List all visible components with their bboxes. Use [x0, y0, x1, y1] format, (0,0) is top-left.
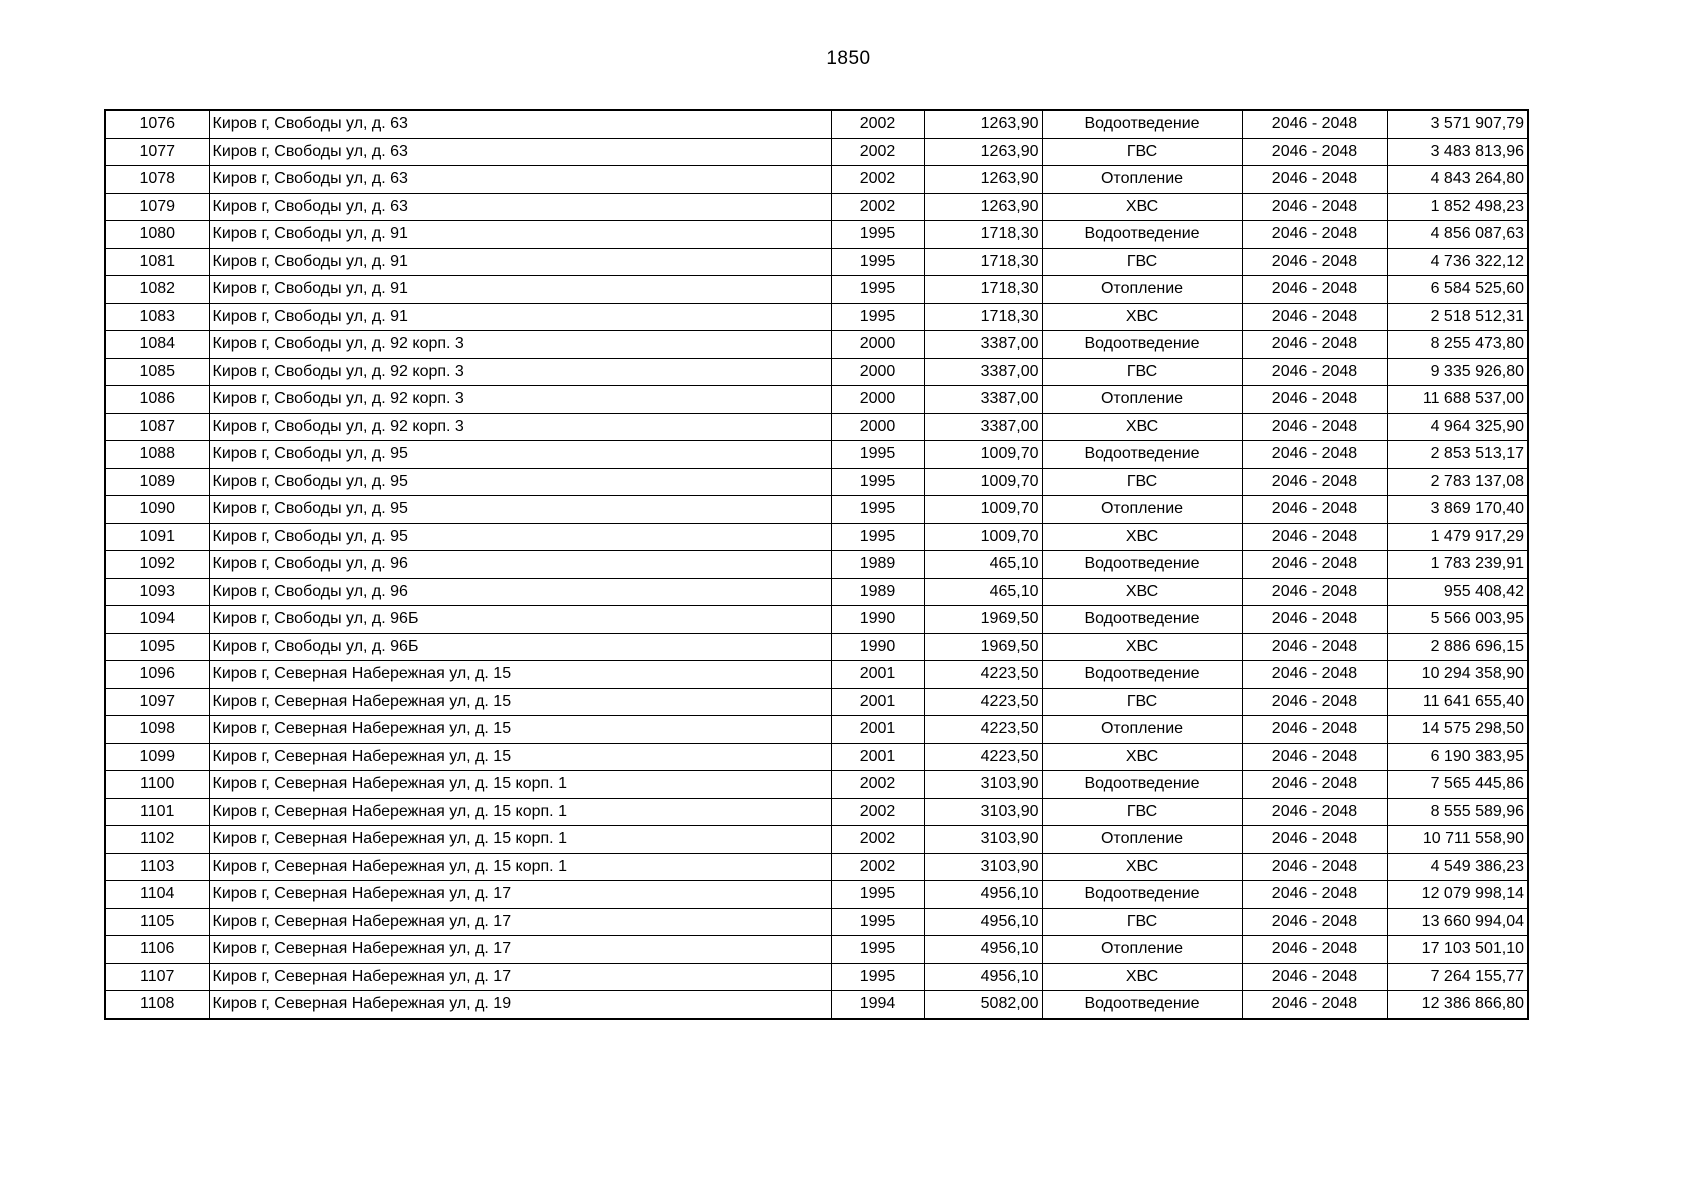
- address-cell: Киров г, Северная Набережная ул, д. 15: [209, 688, 831, 716]
- table-row: [105, 221, 1528, 249]
- address-cell: Киров г, Северная Набережная ул, д. 15 корп. 1: [209, 853, 831, 881]
- table-row: [105, 826, 1528, 854]
- cost-cell: 6 584 525,60: [1387, 276, 1528, 304]
- period-cell: 2046 - 2048: [1242, 441, 1387, 469]
- service-type-cell: ХВС: [1042, 963, 1242, 991]
- cost-cell: 8 255 473,80: [1387, 331, 1528, 359]
- build-year-cell: 1995: [831, 468, 924, 496]
- build-year-cell: 1989: [831, 551, 924, 579]
- row-number-cell: 1079: [105, 193, 209, 221]
- address-cell: Киров г, Свободы ул, д. 96Б: [209, 633, 831, 661]
- row-number-cell: 1103: [105, 853, 209, 881]
- period-cell: 2046 - 2048: [1242, 881, 1387, 909]
- table-row: [105, 578, 1528, 606]
- service-type-cell: Водоотведение: [1042, 551, 1242, 579]
- table-row: [105, 771, 1528, 799]
- address-cell: Киров г, Северная Набережная ул, д. 17: [209, 881, 831, 909]
- service-type-cell: ГВС: [1042, 358, 1242, 386]
- cost-cell: 2 886 696,15: [1387, 633, 1528, 661]
- table-row: [105, 661, 1528, 689]
- service-type-cell: Отопление: [1042, 166, 1242, 194]
- service-type-cell: Водоотведение: [1042, 441, 1242, 469]
- area-cell: 1009,70: [924, 523, 1042, 551]
- address-cell: Киров г, Свободы ул, д. 63: [209, 138, 831, 166]
- cost-cell: 4 843 264,80: [1387, 166, 1528, 194]
- build-year-cell: 1995: [831, 523, 924, 551]
- address-cell: Киров г, Свободы ул, д. 63: [209, 166, 831, 194]
- period-cell: 2046 - 2048: [1242, 413, 1387, 441]
- period-cell: 2046 - 2048: [1242, 826, 1387, 854]
- area-cell: 1969,50: [924, 606, 1042, 634]
- period-cell: 2046 - 2048: [1242, 193, 1387, 221]
- row-number-cell: 1095: [105, 633, 209, 661]
- area-cell: 1718,30: [924, 248, 1042, 276]
- area-cell: 3387,00: [924, 358, 1042, 386]
- area-cell: 3387,00: [924, 413, 1042, 441]
- area-cell: 4223,50: [924, 743, 1042, 771]
- area-cell: 4223,50: [924, 688, 1042, 716]
- cost-cell: 11 641 655,40: [1387, 688, 1528, 716]
- build-year-cell: 2001: [831, 716, 924, 744]
- period-cell: 2046 - 2048: [1242, 716, 1387, 744]
- build-year-cell: 2000: [831, 413, 924, 441]
- period-cell: 2046 - 2048: [1242, 991, 1387, 1019]
- cost-cell: 6 190 383,95: [1387, 743, 1528, 771]
- period-cell: 2046 - 2048: [1242, 661, 1387, 689]
- build-year-cell: 1995: [831, 963, 924, 991]
- area-cell: 1009,70: [924, 468, 1042, 496]
- period-cell: 2046 - 2048: [1242, 248, 1387, 276]
- area-cell: 4956,10: [924, 936, 1042, 964]
- table-row: [105, 523, 1528, 551]
- cost-cell: 2 853 513,17: [1387, 441, 1528, 469]
- period-cell: 2046 - 2048: [1242, 496, 1387, 524]
- cost-cell: 17 103 501,10: [1387, 936, 1528, 964]
- build-year-cell: 2002: [831, 193, 924, 221]
- address-cell: Киров г, Северная Набережная ул, д. 19: [209, 991, 831, 1019]
- table-row: [105, 331, 1528, 359]
- service-type-cell: Водоотведение: [1042, 331, 1242, 359]
- service-type-cell: ХВС: [1042, 578, 1242, 606]
- area-cell: 4956,10: [924, 908, 1042, 936]
- area-cell: 1718,30: [924, 276, 1042, 304]
- cost-cell: 3 869 170,40: [1387, 496, 1528, 524]
- address-cell: Киров г, Свободы ул, д. 92 корп. 3: [209, 358, 831, 386]
- address-cell: Киров г, Свободы ул, д. 95: [209, 523, 831, 551]
- address-cell: Киров г, Северная Набережная ул, д. 17: [209, 908, 831, 936]
- row-number-cell: 1107: [105, 963, 209, 991]
- build-year-cell: 2002: [831, 771, 924, 799]
- service-type-cell: Водоотведение: [1042, 606, 1242, 634]
- address-cell: Киров г, Свободы ул, д. 96: [209, 551, 831, 579]
- service-type-cell: ХВС: [1042, 413, 1242, 441]
- service-type-cell: Отопление: [1042, 716, 1242, 744]
- build-year-cell: 2000: [831, 358, 924, 386]
- table-row: [105, 743, 1528, 771]
- cost-cell: 13 660 994,04: [1387, 908, 1528, 936]
- build-year-cell: 1989: [831, 578, 924, 606]
- area-cell: 3103,90: [924, 771, 1042, 799]
- row-number-cell: 1104: [105, 881, 209, 909]
- cost-cell: 955 408,42: [1387, 578, 1528, 606]
- build-year-cell: 2000: [831, 386, 924, 414]
- row-number-cell: 1094: [105, 606, 209, 634]
- cost-cell: 4 736 322,12: [1387, 248, 1528, 276]
- table-row: [105, 138, 1528, 166]
- cost-cell: 14 575 298,50: [1387, 716, 1528, 744]
- table-row: [105, 496, 1528, 524]
- period-cell: 2046 - 2048: [1242, 523, 1387, 551]
- period-cell: 2046 - 2048: [1242, 688, 1387, 716]
- area-cell: 3387,00: [924, 386, 1042, 414]
- table-row: [105, 303, 1528, 331]
- registry-table: [104, 109, 1529, 1020]
- cost-cell: 12 386 866,80: [1387, 991, 1528, 1019]
- cost-cell: 10 294 358,90: [1387, 661, 1528, 689]
- address-cell: Киров г, Свободы ул, д. 96Б: [209, 606, 831, 634]
- row-number-cell: 1089: [105, 468, 209, 496]
- area-cell: 3387,00: [924, 331, 1042, 359]
- period-cell: 2046 - 2048: [1242, 633, 1387, 661]
- area-cell: 5082,00: [924, 991, 1042, 1019]
- table-row: [105, 881, 1528, 909]
- service-type-cell: Водоотведение: [1042, 221, 1242, 249]
- build-year-cell: 2002: [831, 853, 924, 881]
- row-number-cell: 1087: [105, 413, 209, 441]
- service-type-cell: ХВС: [1042, 853, 1242, 881]
- area-cell: 1263,90: [924, 193, 1042, 221]
- area-cell: 465,10: [924, 551, 1042, 579]
- row-number-cell: 1081: [105, 248, 209, 276]
- address-cell: Киров г, Свободы ул, д. 91: [209, 248, 831, 276]
- service-type-cell: ХВС: [1042, 633, 1242, 661]
- cost-cell: 3 483 813,96: [1387, 138, 1528, 166]
- row-number-cell: 1098: [105, 716, 209, 744]
- cost-cell: 5 566 003,95: [1387, 606, 1528, 634]
- build-year-cell: 1995: [831, 248, 924, 276]
- build-year-cell: 1995: [831, 908, 924, 936]
- service-type-cell: ХВС: [1042, 743, 1242, 771]
- table-row: [105, 551, 1528, 579]
- build-year-cell: 1994: [831, 991, 924, 1019]
- area-cell: 1969,50: [924, 633, 1042, 661]
- table-row: [105, 798, 1528, 826]
- address-cell: Киров г, Северная Набережная ул, д. 15: [209, 716, 831, 744]
- period-cell: 2046 - 2048: [1242, 358, 1387, 386]
- row-number-cell: 1085: [105, 358, 209, 386]
- area-cell: 4956,10: [924, 881, 1042, 909]
- table-row: [105, 908, 1528, 936]
- address-cell: Киров г, Свободы ул, д. 91: [209, 303, 831, 331]
- build-year-cell: 1995: [831, 276, 924, 304]
- address-cell: Киров г, Свободы ул, д. 63: [209, 110, 831, 138]
- cost-cell: 4 549 386,23: [1387, 853, 1528, 881]
- build-year-cell: 2002: [831, 826, 924, 854]
- address-cell: Киров г, Северная Набережная ул, д. 15 корп. 1: [209, 771, 831, 799]
- period-cell: 2046 - 2048: [1242, 853, 1387, 881]
- table-row: [105, 991, 1528, 1019]
- cost-cell: 11 688 537,00: [1387, 386, 1528, 414]
- row-number-cell: 1088: [105, 441, 209, 469]
- area-cell: 3103,90: [924, 798, 1042, 826]
- period-cell: 2046 - 2048: [1242, 743, 1387, 771]
- row-number-cell: 1076: [105, 110, 209, 138]
- row-number-cell: 1093: [105, 578, 209, 606]
- area-cell: 4956,10: [924, 963, 1042, 991]
- service-type-cell: Водоотведение: [1042, 881, 1242, 909]
- service-type-cell: ГВС: [1042, 798, 1242, 826]
- table-row: [105, 193, 1528, 221]
- period-cell: 2046 - 2048: [1242, 771, 1387, 799]
- period-cell: 2046 - 2048: [1242, 331, 1387, 359]
- table-row: [105, 606, 1528, 634]
- service-type-cell: ХВС: [1042, 523, 1242, 551]
- area-cell: 1009,70: [924, 496, 1042, 524]
- build-year-cell: 2002: [831, 110, 924, 138]
- build-year-cell: 2002: [831, 798, 924, 826]
- row-number-cell: 1077: [105, 138, 209, 166]
- period-cell: 2046 - 2048: [1242, 276, 1387, 304]
- table-row: [105, 963, 1528, 991]
- build-year-cell: 1995: [831, 303, 924, 331]
- table-row: [105, 633, 1528, 661]
- cost-cell: 2 783 137,08: [1387, 468, 1528, 496]
- row-number-cell: 1083: [105, 303, 209, 331]
- table-row: [105, 413, 1528, 441]
- table-row: [105, 358, 1528, 386]
- service-type-cell: Отопление: [1042, 826, 1242, 854]
- build-year-cell: 2002: [831, 138, 924, 166]
- period-cell: 2046 - 2048: [1242, 606, 1387, 634]
- cost-cell: 4 856 087,63: [1387, 221, 1528, 249]
- row-number-cell: 1091: [105, 523, 209, 551]
- period-cell: 2046 - 2048: [1242, 908, 1387, 936]
- cost-cell: 8 555 589,96: [1387, 798, 1528, 826]
- service-type-cell: ГВС: [1042, 138, 1242, 166]
- row-number-cell: 1102: [105, 826, 209, 854]
- period-cell: 2046 - 2048: [1242, 468, 1387, 496]
- area-cell: 1263,90: [924, 166, 1042, 194]
- cost-cell: 3 571 907,79: [1387, 110, 1528, 138]
- area-cell: 4223,50: [924, 661, 1042, 689]
- address-cell: Киров г, Свободы ул, д. 92 корп. 3: [209, 413, 831, 441]
- service-type-cell: ХВС: [1042, 303, 1242, 331]
- service-type-cell: ХВС: [1042, 193, 1242, 221]
- period-cell: 2046 - 2048: [1242, 963, 1387, 991]
- cost-cell: 2 518 512,31: [1387, 303, 1528, 331]
- row-number-cell: 1100: [105, 771, 209, 799]
- service-type-cell: Водоотведение: [1042, 110, 1242, 138]
- cost-cell: 9 335 926,80: [1387, 358, 1528, 386]
- row-number-cell: 1084: [105, 331, 209, 359]
- row-number-cell: 1097: [105, 688, 209, 716]
- address-cell: Киров г, Свободы ул, д. 91: [209, 221, 831, 249]
- service-type-cell: Отопление: [1042, 936, 1242, 964]
- table-row: [105, 716, 1528, 744]
- area-cell: 4223,50: [924, 716, 1042, 744]
- build-year-cell: 2001: [831, 688, 924, 716]
- period-cell: 2046 - 2048: [1242, 798, 1387, 826]
- period-cell: 2046 - 2048: [1242, 138, 1387, 166]
- table-row: [105, 386, 1528, 414]
- address-cell: Киров г, Свободы ул, д. 95: [209, 496, 831, 524]
- cost-cell: 4 964 325,90: [1387, 413, 1528, 441]
- address-cell: Киров г, Свободы ул, д. 91: [209, 276, 831, 304]
- area-cell: 3103,90: [924, 853, 1042, 881]
- table-row: [105, 248, 1528, 276]
- table-row: [105, 276, 1528, 304]
- period-cell: 2046 - 2048: [1242, 303, 1387, 331]
- service-type-cell: ГВС: [1042, 908, 1242, 936]
- cost-cell: 1 479 917,29: [1387, 523, 1528, 551]
- table-row: [105, 110, 1528, 138]
- address-cell: Киров г, Свободы ул, д. 92 корп. 3: [209, 386, 831, 414]
- row-number-cell: 1080: [105, 221, 209, 249]
- service-type-cell: Отопление: [1042, 496, 1242, 524]
- build-year-cell: 1990: [831, 606, 924, 634]
- row-number-cell: 1082: [105, 276, 209, 304]
- period-cell: 2046 - 2048: [1242, 166, 1387, 194]
- service-type-cell: Отопление: [1042, 276, 1242, 304]
- service-type-cell: Отопление: [1042, 386, 1242, 414]
- address-cell: Киров г, Северная Набережная ул, д. 15 корп. 1: [209, 798, 831, 826]
- cost-cell: 1 852 498,23: [1387, 193, 1528, 221]
- area-cell: 1009,70: [924, 441, 1042, 469]
- row-number-cell: 1078: [105, 166, 209, 194]
- build-year-cell: 2002: [831, 166, 924, 194]
- address-cell: Киров г, Северная Набережная ул, д. 15: [209, 743, 831, 771]
- build-year-cell: 2001: [831, 743, 924, 771]
- address-cell: Киров г, Свободы ул, д. 92 корп. 3: [209, 331, 831, 359]
- period-cell: 2046 - 2048: [1242, 110, 1387, 138]
- table-row: [105, 441, 1528, 469]
- area-cell: 3103,90: [924, 826, 1042, 854]
- table-row: [105, 853, 1528, 881]
- address-cell: Киров г, Свободы ул, д. 96: [209, 578, 831, 606]
- address-cell: Киров г, Свободы ул, д. 63: [209, 193, 831, 221]
- cost-cell: 7 565 445,86: [1387, 771, 1528, 799]
- cost-cell: 10 711 558,90: [1387, 826, 1528, 854]
- build-year-cell: 1995: [831, 496, 924, 524]
- build-year-cell: 1995: [831, 221, 924, 249]
- address-cell: Киров г, Свободы ул, д. 95: [209, 441, 831, 469]
- cost-cell: 7 264 155,77: [1387, 963, 1528, 991]
- area-cell: 1263,90: [924, 110, 1042, 138]
- period-cell: 2046 - 2048: [1242, 578, 1387, 606]
- service-type-cell: Водоотведение: [1042, 661, 1242, 689]
- row-number-cell: 1099: [105, 743, 209, 771]
- cost-cell: 12 079 998,14: [1387, 881, 1528, 909]
- service-type-cell: ГВС: [1042, 468, 1242, 496]
- row-number-cell: 1106: [105, 936, 209, 964]
- service-type-cell: Водоотведение: [1042, 991, 1242, 1019]
- row-number-cell: 1101: [105, 798, 209, 826]
- row-number-cell: 1092: [105, 551, 209, 579]
- period-cell: 2046 - 2048: [1242, 221, 1387, 249]
- table-row: [105, 468, 1528, 496]
- period-cell: 2046 - 2048: [1242, 386, 1387, 414]
- address-cell: Киров г, Северная Набережная ул, д. 15: [209, 661, 831, 689]
- row-number-cell: 1090: [105, 496, 209, 524]
- row-number-cell: 1108: [105, 991, 209, 1019]
- build-year-cell: 2001: [831, 661, 924, 689]
- address-cell: Киров г, Северная Набережная ул, д. 17: [209, 963, 831, 991]
- table-row: [105, 936, 1528, 964]
- service-type-cell: Водоотведение: [1042, 771, 1242, 799]
- service-type-cell: ГВС: [1042, 248, 1242, 276]
- address-cell: Киров г, Северная Набережная ул, д. 17: [209, 936, 831, 964]
- row-number-cell: 1086: [105, 386, 209, 414]
- area-cell: 1718,30: [924, 303, 1042, 331]
- build-year-cell: 1995: [831, 881, 924, 909]
- page-number: 1850: [826, 48, 871, 69]
- table-body: [105, 110, 1528, 1019]
- table-row: [105, 166, 1528, 194]
- period-cell: 2046 - 2048: [1242, 551, 1387, 579]
- address-cell: Киров г, Свободы ул, д. 95: [209, 468, 831, 496]
- address-cell: Киров г, Северная Набережная ул, д. 15 корп. 1: [209, 826, 831, 854]
- table-row: [105, 688, 1528, 716]
- area-cell: 465,10: [924, 578, 1042, 606]
- build-year-cell: 1995: [831, 936, 924, 964]
- row-number-cell: 1105: [105, 908, 209, 936]
- area-cell: 1718,30: [924, 221, 1042, 249]
- build-year-cell: 1990: [831, 633, 924, 661]
- area-cell: 1263,90: [924, 138, 1042, 166]
- build-year-cell: 2000: [831, 331, 924, 359]
- row-number-cell: 1096: [105, 661, 209, 689]
- service-type-cell: ГВС: [1042, 688, 1242, 716]
- cost-cell: 1 783 239,91: [1387, 551, 1528, 579]
- build-year-cell: 1995: [831, 441, 924, 469]
- period-cell: 2046 - 2048: [1242, 936, 1387, 964]
